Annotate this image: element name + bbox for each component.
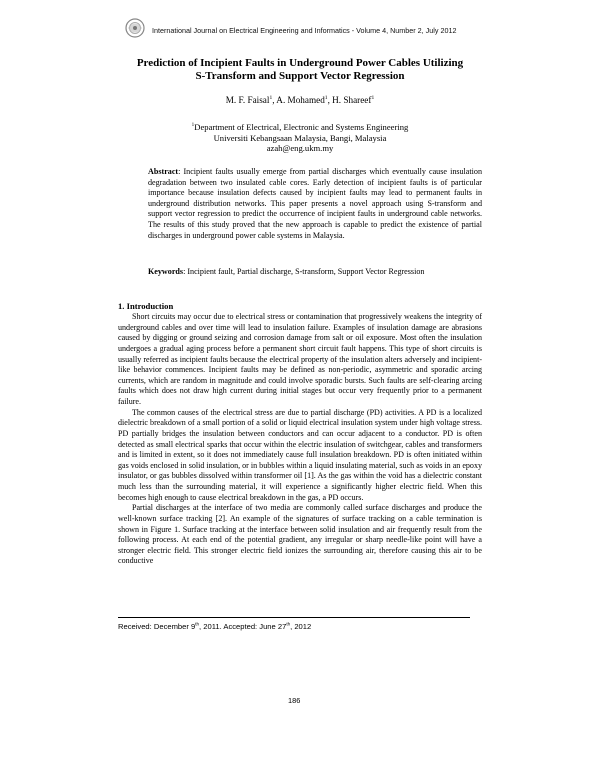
keywords-label: Keywords — [148, 267, 184, 276]
author-3: , H. Shareef — [327, 95, 372, 105]
received-sup-2: th — [286, 621, 291, 627]
keywords — [148, 267, 508, 278]
author-1-sup: 1 — [269, 94, 273, 101]
abstract — [148, 167, 482, 241]
paragraph-3: Partial discharges at the interface of two media are commonly called surface discharges and produce the well-known surface tracking [2]. An example of the signatures of surface tracking on a cable termination is shown in Figure 1. Surface tracking at the interface between solid insulation and air frequently result from the following process. At each end of the potential gradient, any irregular or sharp needle-like point will have a stronger electric field. This stronger electric field ionizes the surrounding air, therefore causing this air to be conductive — [118, 503, 482, 566]
author-2: , A. Mohamed — [272, 95, 325, 105]
paper-title — [60, 57, 540, 83]
title-line-1: Prediction of Incipient Faults in Underground Power Cables Utilizing — [136, 57, 464, 69]
author-list — [60, 95, 540, 105]
footnote-rule — [118, 617, 470, 618]
author-2-sup: 1 — [324, 94, 328, 101]
received-part-3: , 2012 — [290, 622, 312, 631]
abstract-label: Abstract — [148, 167, 179, 176]
paragraph-2: The common causes of the electrical stress are due to partial discharge (PD) activities. A PD is a localized dielectric breakdown of a small portion of a solid or liquid electrical insulation system under high voltage stress. PD partially bridges the insulation between conductors and can occur adjacent to a conductor. PD is often detected as small electrical sparks that occur within the electric insulation of switchgear, cables and transformers and is limited in extent, so it does not immediately cause full insulation breakdown. PD is often initiated within gas voids enclosed in solid insulation, or in bubbles within a liquid insulating material, such as voids in an epoxy insulator, or gas bubbles dissolved within transformer oil [1]. As the gas within the void has a dielectric constant much less than the surrounding material, it will experience a significantly higher electric field. When this becomes high enough to cause electrical breakdown in the gas, a PD occurs. — [118, 407, 482, 502]
title-line-2: S-Transform and Support Vector Regression — [195, 70, 405, 82]
section-body — [118, 312, 482, 567]
journal-header: International Journal on Electrical Engineering and Informatics - Volume 4, Number 2, July 2012 — [152, 26, 457, 35]
author-1: M. F. Faisal — [225, 95, 270, 105]
affiliation-sup: 1 — [191, 122, 195, 129]
page-number: 186 — [288, 696, 301, 705]
paragraph-1: Short circuits may occur due to electrical stress or contamination that progressively weakens the integrity of underground cables and over time will lead to insulation failure. Examples of insulation damage are abrasions caused by digging or ground seizing and corrosion damage from salt or oil exposure. Most often the insulation undergoes a gradual aging process before a permanent short circuit fault happens. This type of short circuits is usually referred as incipient faults because the electrical property of the insulation alters adversely and incipient-like behavior commences. Incipient faults may be defined as non-periodic, asymmetric and sporadic arcing currents, which are random in magnitude and could involve sporadic bursts. Such faults are self-clearing arcing faults which does not draw high current during initial stages but occur very frequently prior to a permanent failure. — [118, 312, 482, 406]
journal-logo — [124, 16, 146, 40]
affiliation — [60, 122, 540, 154]
affiliation-univ: Universiti Kebangsaan Malaysia, Bangi, Malaysia — [213, 132, 387, 143]
received-part-2: , 2011. Accepted: June 27 — [199, 622, 287, 631]
affiliation-dept: Department of Electrical, Electronic and Systems Engineering — [194, 122, 409, 132]
affiliation-email: azah@eng.ukm.my — [266, 143, 334, 154]
received-sup-1: th — [195, 621, 200, 627]
keywords-text: : Incipient fault, Partial discharge, S-transform, Support Vector Regression — [183, 267, 425, 276]
abstract-text: : Incipient faults usually emerge from partial discharges which eventually cause insulation degradation between two insulated cable cores. Early detection of incipient faults is of particular importance because insulation defects caused by incipient faults may lead to permanent faults in underground distribution networks. This paper presents a novel approach using S-transform and support vector regression to predict the occurrence of incipient faults in underground cable networks. The results of this study proved that the new approach is capable to predict the existence of partial discharges in underground power cable systems in Malaysia. — [148, 167, 482, 240]
received-part-1: Received: December 9 — [118, 622, 196, 631]
author-3-sup: 1 — [371, 94, 375, 101]
received-note — [118, 622, 311, 631]
section-heading: 1. Introduction — [118, 301, 174, 311]
